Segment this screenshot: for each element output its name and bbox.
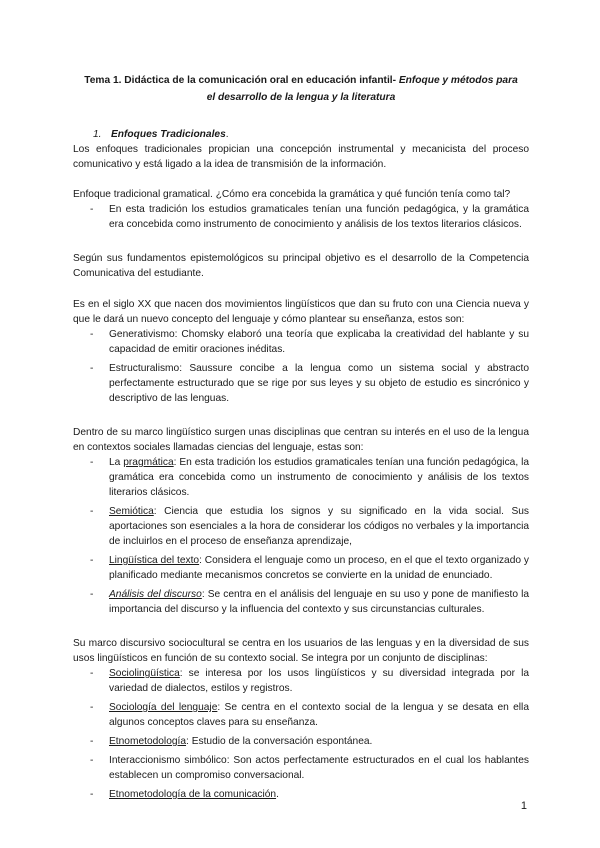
ciencias-list bbox=[73, 455, 529, 617]
section-title-end: . bbox=[225, 129, 229, 140]
section-number: 1. bbox=[93, 129, 102, 140]
list-item bbox=[73, 666, 529, 696]
list-item bbox=[73, 787, 529, 802]
item-text: : Ciencia que estudia los signos y su significado en la vida social. Sus aportaciones son esenciales a la hora de considerar los códigos no verbales y la importancia de incluirlos en el proceso de enseñanza aprendizaje, bbox=[109, 506, 529, 547]
item-text: : Considera el lenguaje como un proceso, en el que el texto organizado y planificado mediante mecanismos concretos se convierte en la unidad de enunciado. bbox=[109, 555, 529, 581]
item-term: Etnometodología bbox=[109, 736, 187, 747]
list-item: - En esta tradición los estudios gramaticales tenían una función pedagógica, y la gramática era concebida como instrumento de conocimiento y análisis de los textos literarios clásicos. bbox=[73, 202, 529, 232]
item-text: Interaccionismo simbólico: Son actos perfectamente estructurados en el cual los hablantes establecen un compromiso conversacional. bbox=[109, 755, 529, 781]
siglo-xx-intro: Es en el siglo XX que nacen dos movimientos lingüísticos que dan su fruto con una Ciencia nueva y que le dará un nuevo concepto del lenguaje y cómo plantear su enseñanza, estos son: bbox=[73, 299, 529, 325]
item-text: : se interesa por los usos lingüísticos y su diversidad integrada por la variedad de dialectos, estilos y registros. bbox=[109, 668, 529, 694]
item-term: Sociología del lenguaje bbox=[109, 702, 218, 713]
item-text: : Se centra en el contexto social de la lengua y se desata en ella algunos conceptos claves para su enseñanza. bbox=[109, 702, 529, 728]
list-item bbox=[73, 504, 529, 549]
page-content bbox=[73, 73, 529, 806]
ciencias-intro: Dentro de su marco lingüístico surgen unas disciplinas que centran su interés en el uso de la lengua en contextos sociales llamadas ciencias del lenguaje, estas son: bbox=[73, 427, 529, 453]
item-text: . bbox=[276, 789, 279, 800]
title-bold: Tema 1. Didáctica de la comunicación oral en educación infantil- bbox=[84, 75, 397, 86]
item-text: : Se centra en el análisis del lenguaje en su uso y pone de manifiesto la importancia del discurso y la influencia del contexto y sus circunstancias culturales. bbox=[109, 589, 529, 615]
section-title: Enfoques Tradicionales bbox=[111, 129, 226, 140]
gramatical-list bbox=[73, 202, 529, 232]
item-term: Sociolingüística bbox=[109, 668, 180, 679]
list-item bbox=[73, 455, 529, 500]
item-term: Semiótica bbox=[109, 506, 154, 517]
item-text: : En esta tradición los estudios gramaticales tenían una función pedagógica, la gramática era concebida como un instrumento de conocimiento y análisis de los textos literarios clásicos. bbox=[109, 457, 529, 498]
siglo-xx-list bbox=[73, 327, 529, 406]
spacer bbox=[73, 410, 529, 425]
list-item bbox=[73, 734, 529, 749]
sociocultural-intro: Su marco discursivo sociocultural se centra en los usuarios de las lenguas y en la diversidad de sus usos lingüísticos en función de su contexto social. Se integra por un conjunto de disciplinas: bbox=[73, 638, 529, 664]
list-item bbox=[73, 553, 529, 583]
spacer bbox=[73, 172, 529, 187]
sociocultural-list bbox=[73, 666, 529, 802]
spacer bbox=[73, 621, 529, 636]
list-item bbox=[73, 587, 529, 617]
item-term: Etnometodología de la comunicación bbox=[109, 789, 277, 800]
document-title bbox=[81, 73, 521, 106]
item-text: : Estudio de la conversación espontánea. bbox=[186, 736, 373, 747]
section-intro: Los enfoques tradicionales propician una concepción instrumental y mecanicista del proceso comunicativo y está ligado a la idea de transmisión de la información. bbox=[73, 144, 529, 170]
item-term: Lingüística del texto bbox=[109, 555, 200, 566]
page-number: 1 bbox=[520, 800, 527, 812]
title-italic: Enfoque y métodos para el desarrollo de la lengua y la literatura bbox=[206, 75, 518, 103]
item-term: Análisis del discurso bbox=[109, 589, 202, 600]
section-heading bbox=[73, 127, 529, 142]
gramatical-question: Enfoque tradicional gramatical. ¿Cómo era concebida la gramática y qué función tenía como tal? bbox=[73, 189, 511, 200]
list-item bbox=[73, 753, 529, 783]
list-item: - Estructuralismo: Saussure concibe a la lengua como un sistema social y abstracto perfectamente estructurado que se rige por sus leyes y su objeto de estudio es sincrónico y descriptivo de las lenguas. bbox=[73, 361, 529, 406]
spacer bbox=[73, 281, 529, 297]
list-item bbox=[73, 700, 529, 730]
item-prefix: La bbox=[109, 457, 124, 468]
list-item: - Generativismo: Chomsky elaboró una teoría que explicaba la creatividad del hablante y su capacidad de emitir oraciones inéditas. bbox=[73, 327, 529, 357]
epistemo-paragraph: Según sus fundamentos epistemológicos su principal objetivo es el desarrollo de la Competencia Comunicativa del estudiante. bbox=[73, 253, 529, 279]
spacer bbox=[73, 236, 529, 251]
item-term: pragmática bbox=[123, 457, 174, 468]
